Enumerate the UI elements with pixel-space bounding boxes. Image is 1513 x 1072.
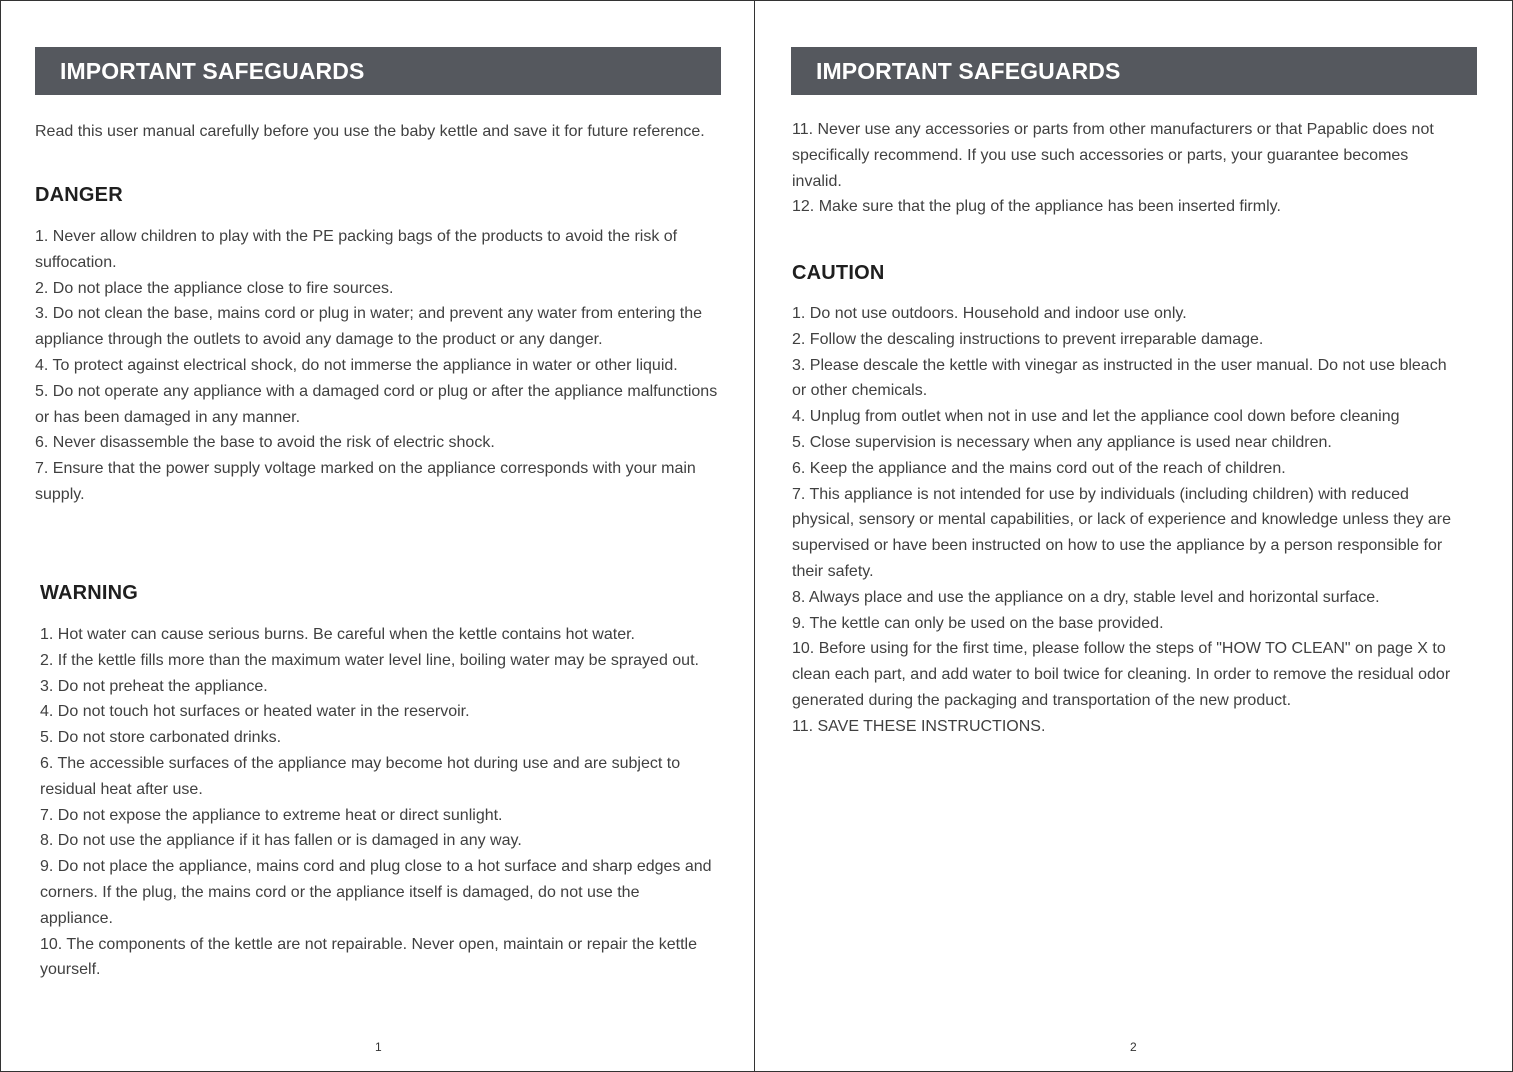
caution-item-6: 6. Keep the appliance and the mains cord out of the reach of children. [792, 459, 1286, 477]
warning-item-3: 3. Do not preheat the appliance. [40, 677, 268, 695]
warning-item-5: 5. Do not store carbonated drinks. [40, 729, 282, 747]
warning-list [40, 622, 716, 983]
caution-item-3: 3. Please descale the kettle with vinegar as instructed in the user manual. Do not use bleach or other chemicals. [792, 356, 1447, 400]
warning-heading: WARNING [40, 582, 139, 604]
caution-item-5: 5. Close supervision is necessary when any appliance is used near children. [792, 433, 1332, 451]
page-1 [1, 1, 755, 1071]
warning-item-10: 10. The components of the kettle are not repairable. Never open, maintain or repair the kettle yourself. [40, 935, 697, 979]
warning-item-4: 4. Do not touch hot surfaces or heated water in the reservoir. [40, 703, 470, 721]
warning-item-9: 9. Do not place the appliance, mains cord and plug close to a hot surface and sharp edges and corners. If the plug, the mains cord or the appliance itself is damaged, do not use the appliance. [40, 858, 712, 927]
warning-item-2: 2. If the kettle fills more than the maximum water level line, boiling water may be sprayed out. [40, 651, 699, 669]
danger-item-6: 6. Never disassemble the base to avoid the risk of electric shock. [35, 434, 495, 452]
warning-item-7: 7. Do not expose the appliance to extreme heat or direct sunlight. [40, 806, 503, 824]
section-banner [35, 47, 721, 95]
page-number: 2 [1130, 1040, 1137, 1054]
caution-item-9: 9. The kettle can only be used on the base provided. [792, 614, 1164, 632]
continued-item-12: 12. Make sure that the plug of the appliance has been inserted firmly. [792, 198, 1281, 216]
caution-item-7: 7. This appliance is not intended for use by individuals (including children) with reduced physical, sensory or mental capabilities, or lack of experience and knowledge unless they are supervised or have been instructed on how to use the appliance by a person responsible for their safety. [792, 485, 1452, 580]
page-number: 1 [375, 1040, 382, 1054]
caution-item-8: 8. Always place and use the appliance on a dry, stable level and horizontal surface. [792, 588, 1380, 606]
intro-text: Read this user manual carefully before you use the baby kettle and save it for future reference. [35, 123, 705, 140]
danger-list [35, 224, 719, 508]
continued-list [792, 117, 1442, 220]
warning-item-1: 1. Hot water can cause serious burns. Be careful when the kettle contains hot water. [40, 626, 635, 643]
danger-item-2: 2. Do not place the appliance close to fire sources. [35, 279, 394, 297]
danger-item-3: 3. Do not clean the base, mains cord or plug in water; and prevent any water from entering the appliance through the outlets to avoid any damage to the product or any danger. [35, 305, 703, 349]
caution-list [792, 301, 1458, 740]
warning-item-8: 8. Do not use the appliance if it has fallen or is damaged in any way. [40, 832, 522, 850]
caution-item-10: 10. Before using for the first time, please follow the steps of "HOW TO CLEAN" on page X to clean each part, and add water to boil twice for cleaning. In order to remove the residual odor generated during the packaging and transportation of the new product. [792, 640, 1451, 709]
caution-item-4: 4. Unplug from outlet when not in use and let the appliance cool down before cleaning [792, 408, 1400, 426]
caution-item-11: 11. SAVE THESE INSTRUCTIONS. [792, 717, 1046, 735]
danger-item-1: 1. Never allow children to play with the PE packing bags of the products to avoid the risk of suffocation. [35, 228, 678, 271]
page-2 [756, 1, 1512, 1071]
danger-heading: DANGER [35, 184, 123, 206]
caution-item-1: 1. Do not use outdoors. Household and indoor use only. [792, 305, 1187, 322]
caution-heading: CAUTION [792, 262, 885, 284]
banner-title: IMPORTANT SAFEGUARDS [60, 58, 365, 84]
section-banner [791, 47, 1477, 95]
caution-item-2: 2. Follow the descaling instructions to prevent irreparable damage. [792, 330, 1264, 348]
banner-title: IMPORTANT SAFEGUARDS [816, 58, 1121, 84]
warning-item-6: 6. The accessible surfaces of the appliance may become hot during use and are subject to residual heat after use. [40, 754, 681, 798]
danger-item-5: 5. Do not operate any appliance with a damaged cord or plug or after the appliance malfunctions or has been damaged in any manner. [35, 382, 718, 426]
danger-item-4: 4. To protect against electrical shock, do not immerse the appliance in water or other liquid. [35, 356, 678, 374]
danger-item-7: 7. Ensure that the power supply voltage marked on the appliance corresponds with your main supply. [35, 460, 696, 503]
continued-item-11: 11. Never use any accessories or parts from other manufacturers or that Papablic does not specifically recommend. If you use such accessories or parts, your guarantee becomes invalid. [792, 121, 1434, 190]
